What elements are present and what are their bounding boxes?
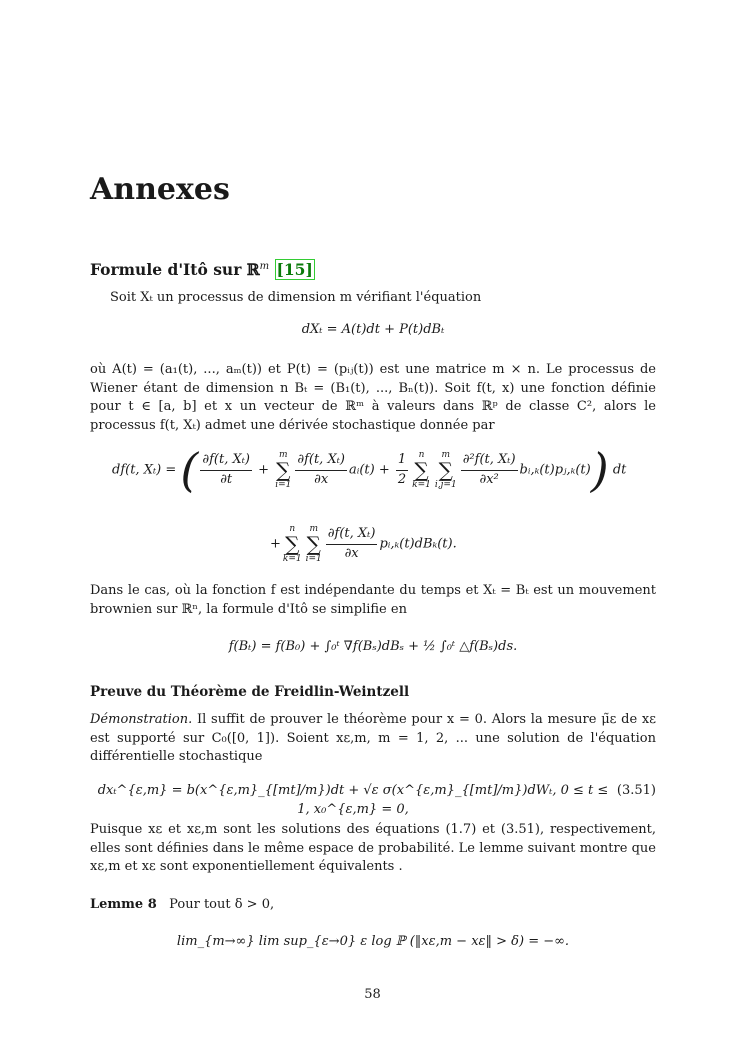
paren-open: ( bbox=[180, 443, 199, 497]
term: bᵢ,ₖ(t)pⱼ,ₖ(t) bbox=[519, 462, 591, 478]
sigma-icon: ∑ bbox=[276, 458, 291, 482]
num: ∂f(t, Xₜ) bbox=[200, 451, 252, 471]
page-number: 58 bbox=[364, 987, 381, 1002]
den: 2 bbox=[397, 471, 407, 487]
term: dt bbox=[612, 462, 627, 478]
term: pᵢ,ₖ(t)dBₖ(t). bbox=[379, 536, 457, 552]
sum bbox=[412, 450, 431, 490]
sum-top: m bbox=[309, 524, 318, 534]
paragraph: Soit Xₜ un processus de dimension m vérifiant l'équation bbox=[110, 290, 482, 305]
paren-close: ) bbox=[590, 443, 609, 497]
equation-1: dXₜ = A(t)dt + P(t)dBₜ bbox=[301, 322, 445, 337]
sum bbox=[306, 524, 322, 564]
sum-bot: k=1 bbox=[412, 480, 431, 490]
equation-ito-line1 bbox=[112, 443, 672, 497]
op: + bbox=[270, 536, 281, 552]
section-heading-proof: Preuve du Théorème de Freidlin-Weintzell bbox=[90, 684, 410, 700]
proof-paragraph bbox=[90, 711, 656, 767]
den: ∂x² bbox=[479, 471, 499, 487]
eq-lhs: df(t, Xₜ) = bbox=[112, 462, 177, 478]
eq-body: dxₜ^{ε,m} = b(x^{ε,m}_{[mt]/m})dt + √ε σ(x^{ε,m}_{[mt]/m})dWₜ, 0 ≤ t ≤ 1, x₀^{ε,m} = 0, bbox=[97, 783, 609, 817]
fraction bbox=[295, 451, 347, 489]
sum-top: m bbox=[278, 450, 288, 460]
den: ∂x bbox=[314, 471, 329, 487]
equation-number: (3.51) bbox=[616, 783, 656, 798]
fraction-half bbox=[396, 451, 408, 489]
equation-3-51 bbox=[90, 782, 656, 819]
heading-sup: m bbox=[259, 260, 270, 272]
sigma-icon: ∑ bbox=[438, 458, 453, 482]
sum bbox=[275, 450, 291, 490]
sum-bot: k=1 bbox=[282, 554, 302, 564]
equation-ito-simplified: f(Bₜ) = f(B₀) + ∫₀ᵗ ∇f(Bₛ)dBₛ + ½ ∫₀ᵗ △f(Bₛ)ds. bbox=[228, 639, 518, 654]
proof-text: Il suffit de prouver le théorème pour x = 0. Alors la mesure μ̃ε de xε est supporté sur C₀([0, 1]). Soient xε,m, m = 1, 2, ... une solution de l'équation différentielle stochastique bbox=[90, 712, 656, 764]
sum-top: n bbox=[289, 524, 296, 534]
sum-top: n bbox=[418, 450, 425, 460]
heading-text: Formule d'Itô sur ℝ bbox=[90, 260, 260, 279]
paragraph: Puisque xε et xε,m sont les solutions des équations (1.7) et (3.51), respectivement, elles sont définies dans le même espace de probabilité. Le lemme suivant montre que xε,m et xε sont exponentiellement équivalents . bbox=[90, 822, 656, 874]
proof-label: Démonstration. bbox=[90, 712, 193, 727]
sum-top: m bbox=[441, 450, 451, 460]
chapter-title: Annexes bbox=[90, 172, 230, 207]
num: ∂²f(t, Xₜ) bbox=[461, 451, 518, 471]
sigma-icon: ∑ bbox=[285, 532, 300, 556]
den: ∂x bbox=[344, 545, 359, 561]
den: ∂t bbox=[220, 471, 233, 487]
term: aᵢ(t) + bbox=[348, 462, 390, 478]
lemma-label: Lemme 8 bbox=[90, 897, 157, 912]
num: 1 bbox=[396, 451, 408, 471]
num: ∂f(t, Xₜ) bbox=[295, 451, 347, 471]
equation-ito-line2 bbox=[270, 524, 670, 564]
sum-bot: i,j=1 bbox=[434, 480, 457, 490]
lemma-equation: lim_{m→∞} lim sup_{ε→0} ε log ℙ (‖xε,m − xε‖ > δ) = −∞. bbox=[176, 934, 570, 949]
num: ∂f(t, Xₜ) bbox=[326, 525, 378, 545]
paragraph: où A(t) = (a₁(t), ..., aₘ(t)) et P(t) = (pᵢⱼ(t)) est une matrice m × n. Le processus de Wiener étant de dimension n Bₜ = (B₁(t), ..., Bₙ(t)). Soit f(t, x) une fonction définie pour t ∈ [a, b] et x un vecteur de ℝᵐ à valeurs dans ℝᵖ de classe C², alors le processus f(t, Xₜ) admet une dérivée stochastique donnée par bbox=[90, 362, 656, 433]
sum bbox=[435, 450, 457, 490]
sum-bot: i=1 bbox=[275, 480, 292, 490]
sigma-icon: ∑ bbox=[414, 458, 429, 482]
lemma bbox=[90, 896, 656, 915]
section-heading-ito bbox=[90, 260, 315, 279]
lemma-text: Pour tout δ > 0, bbox=[169, 897, 275, 912]
paragraph: Dans le cas, où la fonction f est indépendante du temps et Xₜ = Bₜ est un mouvement brownien sur ℝⁿ, la formule d'Itô se simplifie en bbox=[90, 583, 656, 617]
fraction bbox=[200, 451, 252, 489]
fraction bbox=[461, 451, 518, 489]
citation-link[interactable]: [15] bbox=[276, 260, 313, 279]
sigma-icon: ∑ bbox=[306, 532, 321, 556]
sum-bot: i=1 bbox=[305, 554, 322, 564]
fraction bbox=[326, 525, 378, 563]
op: + bbox=[258, 462, 270, 478]
sum bbox=[283, 524, 302, 564]
